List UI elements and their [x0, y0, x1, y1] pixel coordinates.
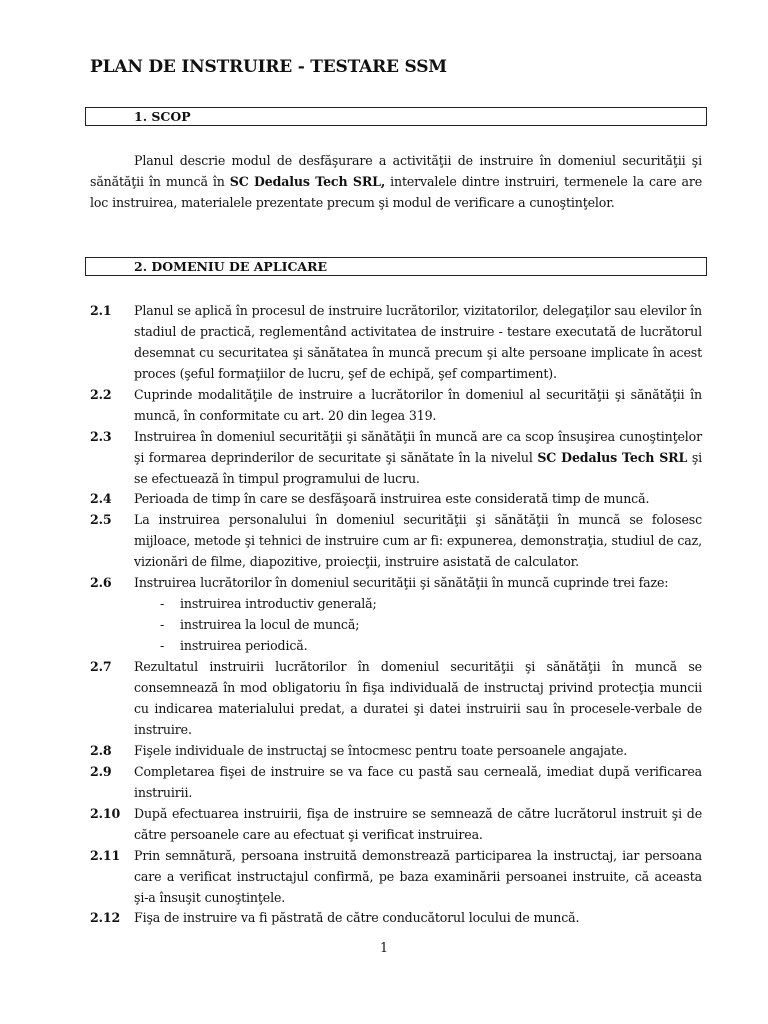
item-text: La instruirea personalului în domeniul securităţii şi sănătăţii în muncă se folosesc mijloace, metode şi tehnici de instruire cum ar fi: expunerea, demonstraţia, studiul de caz, vizionări de filme, diapozitive, proiecţii, instruire asistată de calculator.: [134, 512, 702, 569]
section-heading-domeniu: 2. DOMENIU DE APLICARE: [85, 257, 707, 276]
item-number: 2.1: [90, 303, 112, 318]
item-text: Planul se aplică în procesul de instruire lucrătorilor, vizitatorilor, delegaţilor sau elevilor în stadiul de practică, reglementând activitatea de instruire - testare executată de lucrătorul desemnat cu securitatea şi sănătatea în muncă precum şi alte persoane implicate în acest proces (şeful formaţiilor de lucru, şef de echipă, şef compartiment).: [134, 303, 702, 381]
list-item: [90, 740, 702, 761]
item-text: Prin semnătură, persoana instruită demonstrează participarea la instructaj, iar persoana care a verificat instructajul confirmă, pe baza examinării persoanei instruite, că aceasta şi-a însuşit cunoştinţele.: [134, 848, 702, 905]
list-item: [90, 488, 702, 509]
item-text: După efectuarea instruirii, fişa de instruire se semnează de către lucrătorul instruit şi de către persoanele care au efectuat şi verificat instruirea.: [134, 806, 702, 842]
item-number: 2.8: [90, 743, 112, 758]
scope-text-part-2: intervalele dintre instruiri, termenele la care are loc instruirea, materialele prezentate precum şi modul de verificare a cunoştinţelor.: [90, 174, 702, 210]
item-text: Cuprinde modalităţile de instruire a lucrătorilor în domeniul al securităţii şi sănătăţii în muncă, în conformitate cu art. 20 din legea 319.: [134, 387, 702, 423]
page-number: 1: [379, 940, 388, 955]
item-text: Rezultatul instruirii lucrătorilor în domeniul securităţii şi sănătăţii în muncă se consemnează în mod obligatoriu în fişa individuală de instructaj privind protecţia muncii cu indicarea materialului predat, a duratei şi datei instruirii sau în procesele-verbale de instruire.: [134, 659, 702, 737]
item-number: 2.2: [90, 387, 112, 402]
item-number: 2.12: [90, 910, 121, 925]
phase-item: - instruirea la locul de muncă;: [160, 614, 702, 635]
list-item: [90, 845, 702, 908]
item-number: 2.9: [90, 764, 112, 779]
list-item: [90, 572, 702, 656]
list-item: [90, 761, 702, 803]
item-text: Fişa de instruire va fi păstrată de către conducătorul locului de muncă.: [134, 910, 580, 925]
item-text: Completarea fişei de instruire se va face cu pastă sau cerneală, imediat după verificarea instruirii.: [134, 764, 702, 800]
item-number: 2.7: [90, 659, 112, 674]
list-item: [90, 426, 702, 489]
item-text-part-1: Instruirea în domeniul securităţii şi sănătăţii în muncă are ca scop însuşirea cunoştinţelor şi formarea deprinderilor de securitate şi sănătate în la nivelul: [134, 429, 702, 465]
section-heading-scop: 1. SCOP: [85, 107, 707, 126]
phase-item: - instruirea periodică.: [160, 635, 702, 656]
item-number: 2.5: [90, 512, 112, 527]
item-number: 2.10: [90, 806, 121, 821]
list-item: [90, 656, 702, 740]
scope-text-part-1: Planul descrie modul de desfăşurare a activităţii de instruire în domeniul securităţii şi sănătăţii în muncă în: [90, 153, 702, 189]
item-number: 2.11: [90, 848, 121, 863]
item-text: Perioada de timp în care se desfăşoară instruirea este considerată timp de muncă.: [134, 491, 650, 506]
item-number: 2.3: [90, 429, 112, 444]
phase-list: [160, 593, 702, 656]
scope-paragraph: [90, 150, 702, 213]
list-item: [90, 907, 702, 928]
company-name: SC Dedalus Tech SRL: [537, 450, 688, 465]
item-text: [134, 426, 702, 489]
item-number: 2.4: [90, 491, 112, 506]
item-text: Instruirea lucrătorilor în domeniul securităţii şi sănătăţii în muncă cuprinde trei faze:: [134, 575, 669, 590]
item-number: 2.6: [90, 575, 112, 590]
item-text: Fişele individuale de instructaj se întocmesc pentru toate persoanele angajate.: [134, 743, 628, 758]
list-item: [90, 803, 702, 845]
document-title: PLAN DE INSTRUIRE - TESTARE SSM: [90, 57, 447, 77]
phase-item: - instruirea introductiv generală;: [160, 593, 702, 614]
list-item: [90, 509, 702, 572]
company-name: SC Dedalus Tech SRL,: [229, 174, 386, 189]
list-item: [90, 384, 702, 426]
item-text-part-2: şi se efectuează în timpul programului de lucru.: [134, 450, 703, 486]
list-item: [90, 300, 702, 384]
